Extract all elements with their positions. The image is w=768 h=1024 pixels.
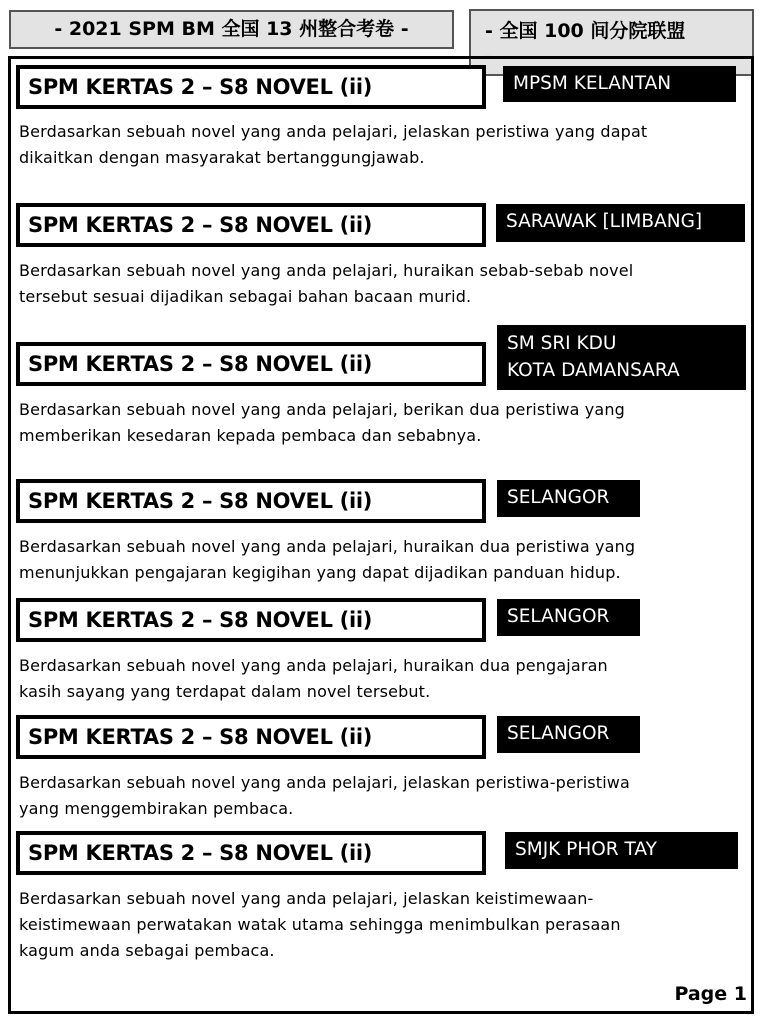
question-2-source-tag — [496, 204, 745, 242]
question-7-source: SMJK PHOR TAY — [515, 839, 657, 860]
question-4-title: SPM KERTAS 2 – S8 NOVEL (ii) — [16, 479, 486, 523]
question-5-line-2: kasih sayang yang terdapat dalam novel tersebut. — [19, 682, 431, 701]
question-6-text — [19, 770, 739, 822]
question-4-text — [19, 534, 739, 586]
question-6-title: SPM KERTAS 2 – S8 NOVEL (ii) — [16, 715, 486, 759]
question-3-source-tag — [497, 325, 746, 390]
question-7-source-tag — [505, 832, 738, 869]
question-1-title: SPM KERTAS 2 – S8 NOVEL (ii) — [16, 65, 486, 109]
header-right-text: - 全国 100 间分院联盟 — [485, 20, 686, 42]
header-right-dash: - — [485, 49, 491, 65]
question-5-source: SELANGOR — [507, 606, 610, 627]
question-2-source: SARAWAK [LIMBANG] — [506, 211, 703, 232]
question-5-title: SPM KERTAS 2 – S8 NOVEL (ii) — [16, 598, 486, 642]
question-1-line-1: Berdasarkan sebuah novel yang anda pelajari, jelaskan peristiwa yang dapat — [19, 122, 648, 141]
question-1-source: MPSM KELANTAN — [513, 73, 672, 94]
question-1-line-2: dikaitkan dengan masyarakat bertanggungjawab. — [19, 148, 425, 167]
question-2-title: SPM KERTAS 2 – S8 NOVEL (ii) — [16, 203, 486, 247]
question-7-text — [19, 886, 739, 964]
question-2-text — [19, 258, 739, 310]
question-1-text — [19, 119, 739, 171]
question-3-title: SPM KERTAS 2 – S8 NOVEL (ii) — [16, 342, 486, 386]
question-4-line-2: menunjukkan pengajaran kegigihan yang dapat dijadikan panduan hidup. — [19, 563, 621, 582]
question-3-text — [19, 397, 739, 449]
question-6-line-2: yang menggembirakan pembaca. — [19, 799, 294, 818]
question-2-line-1: Berdasarkan sebuah novel yang anda pelajari, huraikan sebab-sebab novel — [19, 261, 634, 280]
question-3-line-2: memberikan kesedaran kepada pembaca dan sebabnya. — [19, 426, 482, 445]
question-6-line-1: Berdasarkan sebuah novel yang anda pelajari, jelaskan peristiwa-peristiwa — [19, 773, 630, 792]
question-6-source: SELANGOR — [507, 723, 610, 744]
question-3-source-line-2: KOTA DAMANSARA — [507, 360, 680, 381]
question-7-line-1: Berdasarkan sebuah novel yang anda pelajari, jelaskan keistimewaan- — [19, 889, 594, 908]
question-5-line-1: Berdasarkan sebuah novel yang anda pelajari, huraikan dua pengajaran — [19, 656, 608, 675]
header-left-text: - 2021 SPM BM 全国 13 州整合考卷 - — [54, 18, 409, 40]
question-7-line-3: kagum anda sebagai pembaca. — [19, 941, 275, 960]
question-7-line-2: keistimewaan perwatakan watak utama sehingga menimbulkan perasaan — [19, 915, 621, 934]
page-number: Page 1 — [674, 983, 747, 1005]
question-6-source-tag — [497, 716, 640, 753]
header-left-title — [9, 10, 454, 49]
question-3-line-1: Berdasarkan sebuah novel yang anda pelajari, berikan dua peristiwa yang — [19, 400, 625, 419]
question-4-source: SELANGOR — [507, 487, 610, 508]
question-4-line-1: Berdasarkan sebuah novel yang anda pelajari, huraikan dua peristiwa yang — [19, 537, 636, 556]
question-5-text — [19, 653, 739, 705]
question-5-source-tag — [497, 599, 640, 636]
question-1-source-tag — [503, 66, 736, 102]
question-2-line-2: tersebut sesuai dijadikan sebagai bahan bacaan murid. — [19, 287, 472, 306]
question-7-title: SPM KERTAS 2 – S8 NOVEL (ii) — [16, 831, 486, 875]
question-4-source-tag — [497, 480, 640, 517]
question-3-source-line-1: SM SRI KDU — [507, 333, 617, 354]
